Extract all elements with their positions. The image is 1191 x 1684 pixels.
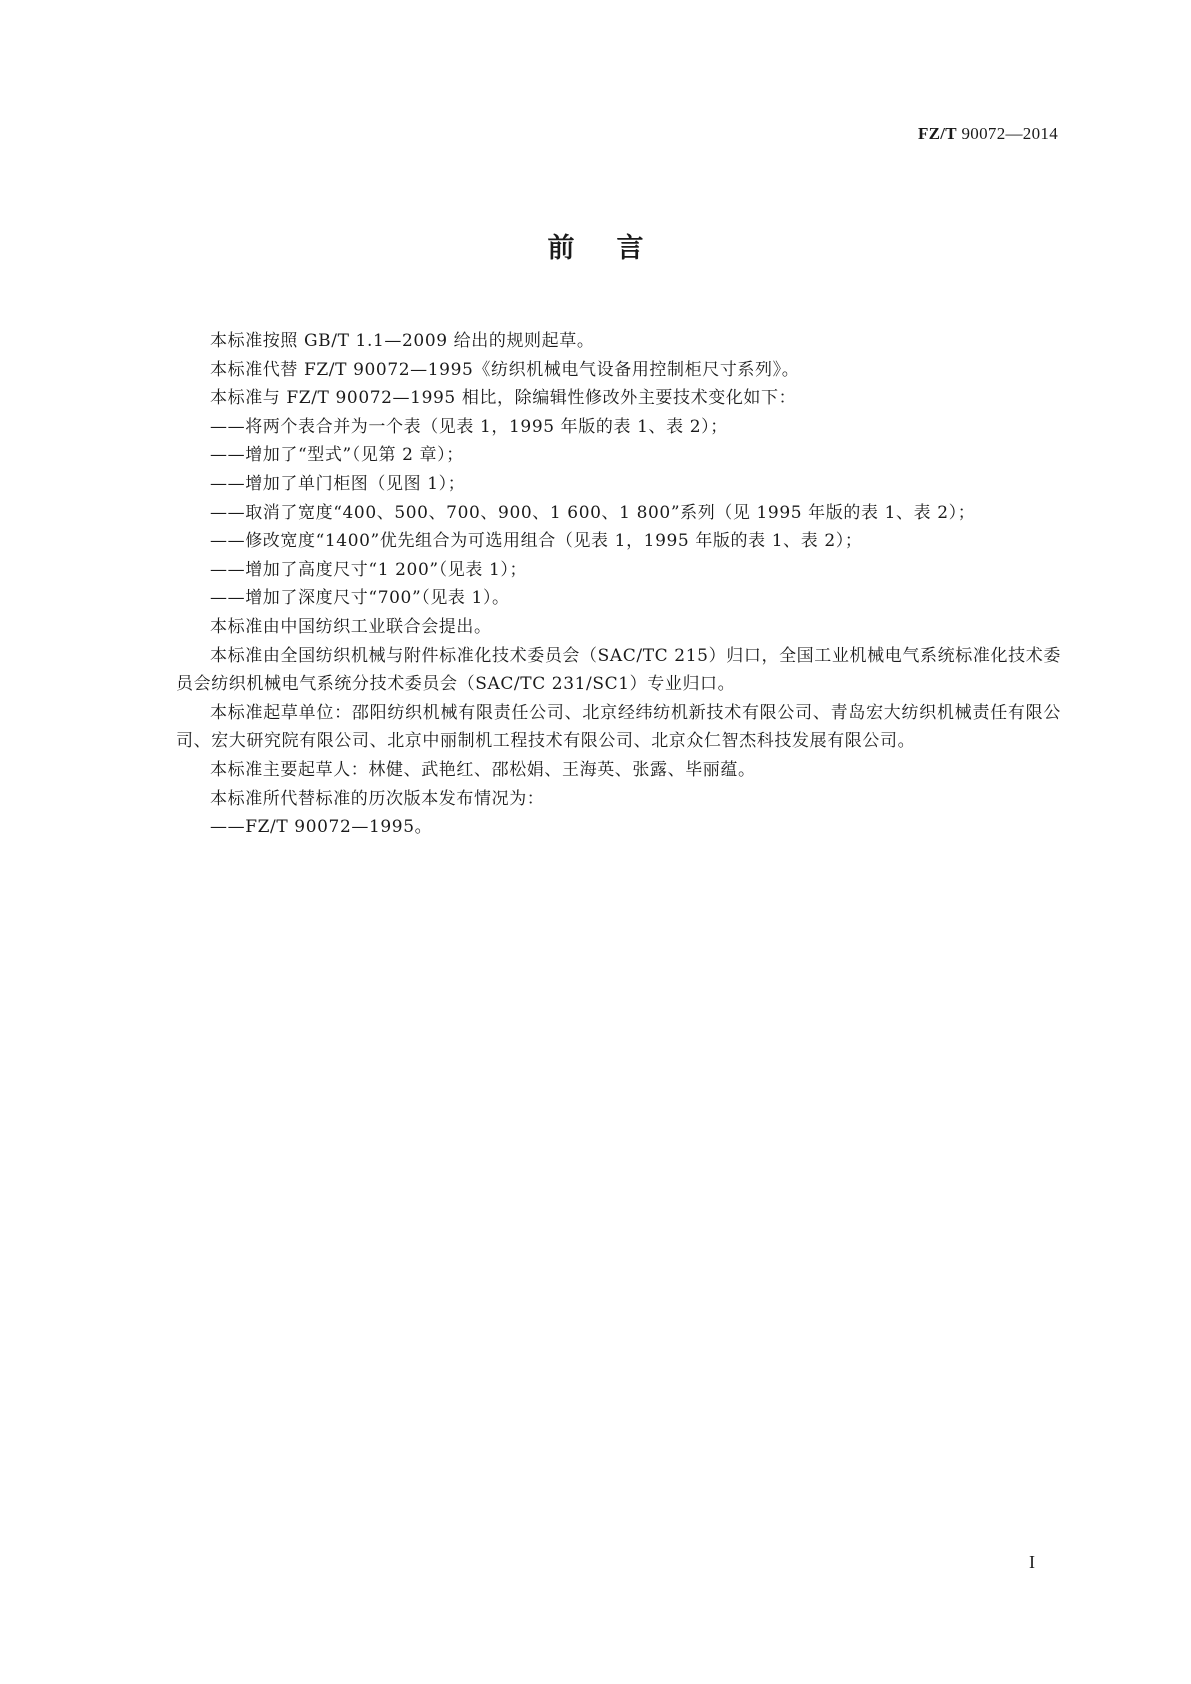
paragraph-administration: 本标准由全国纺织机械与附件标准化技术委员会（SAC/TC 215）归口，全国工业机械电气系统标准化技术委员会纺织机械电气系统分技术委员会（SAC/TC 231/SC1）专业归口。 — [176, 645, 1061, 695]
list-item: ——增加了高度尺寸“1 200”（见表 1）； — [210, 559, 528, 580]
paragraph-replaces: 本标准代替 FZ/T 90072—1995《纺织机械电气设备用控制柜尺寸系列》。 — [210, 359, 800, 380]
page-title: 前言 — [547, 233, 686, 264]
list-item: ——取消了宽度“400、500、700、900、1 600、1 800”系列（见 1995 年版的表 1、表 2）； — [210, 502, 976, 523]
foreword-body — [176, 327, 1061, 842]
list-item: ——增加了单门柜图（见图 1）； — [210, 473, 466, 494]
paragraph-drafting-units: 本标准起草单位：邵阳纺织机械有限责任公司、北京经纬纺机新技术有限公司、青岛宏大纺织机械责任有限公司、宏大研究院有限公司、北京中丽制机工程技术有限公司、北京众仁智杰科技发展有限公司。 — [176, 702, 1061, 752]
paragraph-changes-intro: 本标准与 FZ/T 90072—1995 相比，除编辑性修改外主要技术变化如下： — [210, 388, 797, 409]
standard-code: 90072—2014 — [961, 124, 1058, 143]
standard-prefix: FZ/T — [917, 124, 957, 143]
list-item: ——增加了“型式”（见第 2 章）； — [210, 445, 464, 466]
paragraph-proposer: 本标准由中国纺织工业联合会提出。 — [210, 616, 492, 637]
standard-number-header — [918, 124, 1058, 144]
list-item: ——将两个表合并为一个表（见表 1，1995 年版的表 1、表 2）； — [210, 416, 728, 437]
paragraph-drafting-rules: 本标准按照 GB/T 1.1—2009 给出的规则起草。 — [210, 331, 595, 351]
paragraph-drafters: 本标准主要起草人：林健、武艳红、邵松娟、王海英、张露、毕丽蕴。 — [210, 759, 756, 780]
list-item: ——增加了深度尺寸“700”（见表 1）。 — [210, 588, 510, 609]
list-item: ——FZ/T 90072—1995。 — [210, 817, 433, 838]
list-item: ——修改宽度“1400”优先组合为可选用组合（见表 1，1995 年版的表 1、表 2）； — [210, 531, 863, 552]
paragraph-history-intro: 本标准所代替标准的历次版本发布情况为： — [210, 788, 545, 809]
page-number: I — [1029, 1552, 1035, 1572]
